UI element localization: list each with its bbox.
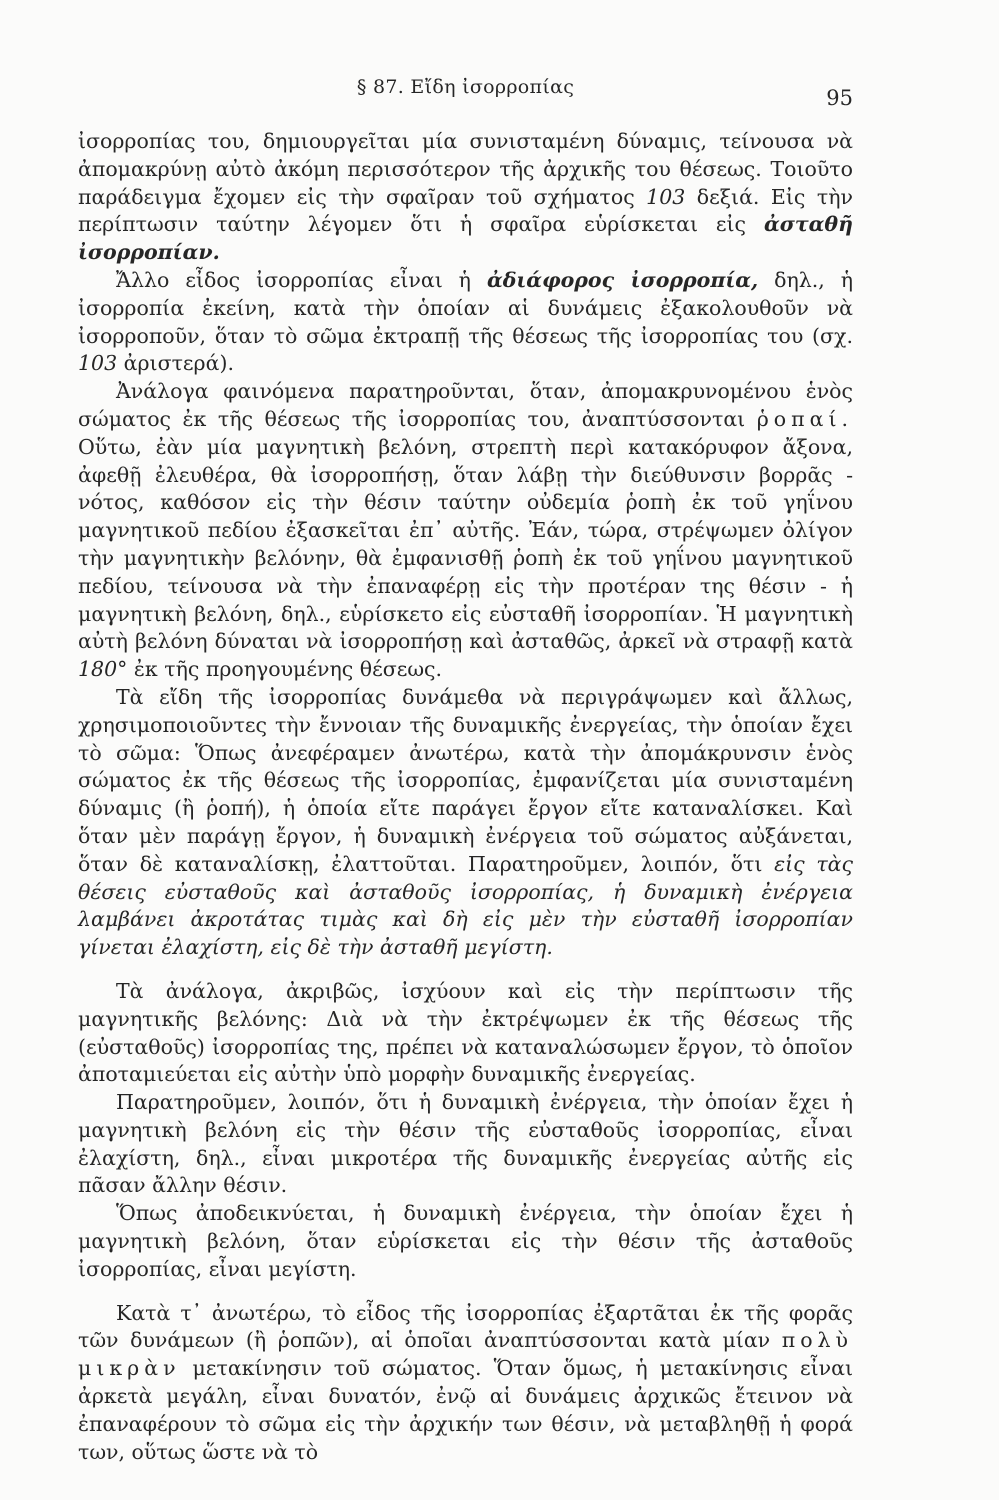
text-run: μετακίνησιν τοῦ σώματος. Ὅταν ὅμως, ἡ μετακίνησις εἶναι ἀρκετὰ μεγάλη, εἶναι δυνατόν, ἐνῷ αἱ δυνάμεις ἀρχικῶς ἔτεινον νὰ ἐπαναφέρουν τὸ σῶμα εἰς τὴν ἀρχικήν των θέσιν, νὰ μεταβληθῇ ἡ φορά των, οὕτως ὥστε νὰ τὸ [78,1356,853,1464]
defined-term: ἀδιάφορος ἰσορροπία, [486,267,759,292]
text-run: ἐκ τῆς προηγουμένης θέσεως. [127,657,443,682]
defined-term: ἀσταθῆ ἰσορροπίαν. [78,212,853,265]
text-run: δεξιά. Εἰς τὴν περίπτωσιν ταύτην λέγομεν ὅτι ἡ σφαῖρα εὑρίσκεται εἰς [78,184,853,237]
running-head: § 87. Εἴδη ἰσορροπίας [356,76,575,98]
paragraph [78,128,853,267]
emphasized-statement: εἰς τὰς θέσεις εὐσταθοῦς καὶ ἀσταθοῦς ἰσορροπίας, ἡ δυναμικὴ ἐνέργεια λαμβάνει ἀκροτάτας τιμὰς καὶ δὴ εἰς μὲν τὴν εὐσταθῆ ἰσορροπίαν γίνεται ἐλαχίστη, εἰς δὲ τὴν ἀσταθῆ μεγίστη. [78,851,853,960]
angle-value: 180° [78,657,128,682]
text-run: Τὰ ἀνάλογα, ἀκριβῶς, ἰσχύουν καὶ εἰς τὴν περίπτωσιν τῆς μαγνητικῆς βελόνης: Διὰ νὰ τὴν ἐκτρέψωμεν ἐκ τῆς θέσεως τῆς (εὐσταθοῦς) ἰσορροπίας της, πρέπει νὰ καταναλώσωμεν ἔργον, τὸ ὁποῖον ἀποταμιεύεται εἰς αὐτὴν ὑπὸ μορφὴν δυναμικῆς ἐνεργείας. [78,978,853,1087]
paragraph [78,684,853,962]
page-header [78,72,853,112]
text-run: Παρατηροῦμεν, λοιπόν, ὅτι ἡ δυναμικὴ ἐνέργεια, τὴν ὁποίαν ἔχει ἡ μαγνητικὴ βελόνη εἰς τὴν θέσιν τῆς εὐσταθοῦς ἰσορροπίας, εἶναι ἐλαχίστη, δηλ., εἶναι μικροτέρα τῆς δυναμικῆς ἐνεργείας αὐτῆς εἰς πᾶσαν ἄλλην θέσιν. [78,1090,853,1198]
spaced-term: ῥοπαί. [756,406,853,431]
page-number: 95 [826,86,853,110]
paragraph [78,378,853,684]
text-run: Ἀνάλογα φαινόμενα παρατηροῦνται, ὅταν, ἀπομακρυνομένου ἑνὸς σώματος ἐκ τῆς θέσεως τῆς ἰσορροπίας του, ἀναπτύσσονται [78,379,853,431]
paragraph [78,267,853,378]
body-text [78,128,853,1466]
figure-reference: 103 [646,184,686,209]
text-run: Ἄλλο εἶδος ἰσορροπίας εἶναι ἡ [116,267,487,292]
text-run: Ὅπως ἀποδεικνύεται, ἡ δυναμικὴ ἐνέργεια, τὴν ὁποίαν ἔχει ἡ μαγνητικὴ βελόνη, ὅταν εὑρίσκεται εἰς τὴν θέσιν τῆς ἀσταθοῦς ἰσορροπίας, εἶναι μεγίστη. [78,1201,853,1281]
text-run: Οὕτω, ἐὰν μία μαγνητικὴ βελόνη, στρεπτὴ περὶ κατακόρυφον ἄξονα, ἀφεθῇ ἐλευθέρα, θὰ ἰσορροπήσῃ, ὅταν λάβῃ τὴν διεύθυνσιν βορρᾶς - νότος, καθόσον εἰς τὴν θέσιν ταύτην οὐδεμία ῥοπὴ ἐκ τοῦ γηΐνου μαγνητικοῦ πεδίου ἐξασκεῖται ἐπ᾽ αὐτῆς. Ἐάν, τώρα, στρέψωμεν ὀλίγον τὴν μαγνητικὴν βελόνην, θὰ ἐμφανισθῇ ῥοπὴ ἐκ τοῦ γηΐνου μαγνητικοῦ πεδίου, τείνουσα νὰ τὴν ἐπαναφέρῃ εἰς τὴν προτέραν της θέσιν - ἡ μαγνητικὴ βελόνη, δηλ., εὑρίσκετο εἰς εὐσταθῆ ἰσορροπίαν. Ἡ μαγνητικὴ αὐτὴ βελόνη δύναται νὰ ἰσορροπήσῃ καὶ ἀσταθῶς, ἀρκεῖ νὰ στραφῇ κατὰ [78,434,853,654]
text-run: ἰσορροπίας του, δημιουργεῖται μία συνισταμένη δύναμις, τείνουσα νὰ ἀπομακρύνῃ αὐτὸ ἀκόμη περισσότερον τῆς ἀρχικῆς του θέσεως. Τοιοῦτο παράδειγμα ἔχομεν εἰς τὴν σφαῖραν τοῦ σχήματος [78,129,853,209]
paragraph [78,1300,853,1467]
paragraph [78,1200,853,1283]
figure-reference: 103 [78,351,118,376]
text-run: Κατὰ τ᾽ ἀνωτέρω, τὸ εἶδος τῆς ἰσορροπίας ἐξαρτᾶται ἐκ τῆς φορᾶς τῶν δυνάμεων (ἢ ῥοπῶν), αἱ ὁποῖαι ἀναπτύσσονται κατὰ μίαν [78,1300,853,1353]
text-run: δηλ., ἡ ἰσορροπία ἐκείνη, κατὰ τὴν ὁποίαν αἱ δυνάμεις ἐξακολουθοῦν νὰ ἰσορροποῦν, ὅταν τὸ σῶμα ἐκτραπῇ τῆς θέσεως τῆς ἰσορροπίας του (σχ. [78,267,854,348]
text-run: Τὰ εἴδη τῆς ἰσορροπίας δυνάμεθα νὰ περιγράψωμεν καὶ ἄλλως, χρησιμοποιοῦντες τὴν ἔννοιαν τῆς δυναμικῆς ἐνεργείας, τὴν ὁποίαν ἔχει τὸ σῶμα: Ὅπως ἀνεφέραμεν ἀνωτέρω, κατὰ τὴν ἀπομάκρυνσιν ἑνὸς σώματος ἐκ τῆς θέσεως τῆς ἰσορροπίας, ἐμφανίζεται μία συνισταμένη δύναμις (ἢ ῥοπή), ἡ ὁποία εἴτε παράγει ἔργον εἴτε καταναλίσκει. Καὶ ὅταν μὲν παράγῃ ἔργον, ἡ δυναμικὴ ἐνέργεια τοῦ σώματος αὐξάνεται, ὅταν δὲ καταναλίσκῃ, ἐλαττοῦται. Παρατηροῦμεν, λοιπόν, ὅτι [78,684,853,876]
text-run: ἀριστερά). [117,351,234,376]
spaced-term: πολὺ μικρὰν [78,1328,853,1381]
paragraph [78,1089,853,1200]
paragraph [78,978,853,1089]
